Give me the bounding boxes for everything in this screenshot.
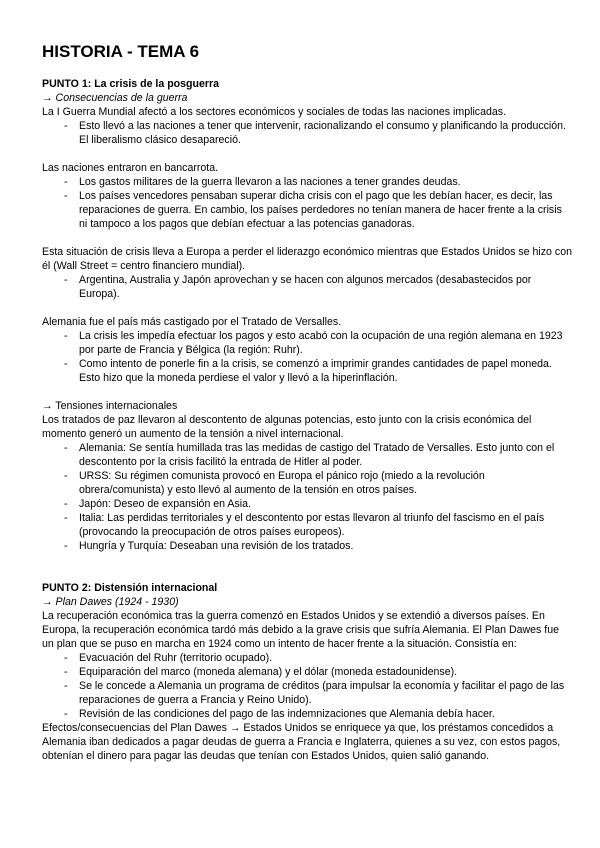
paragraph: Las naciones entraron en bancarrota. xyxy=(42,162,219,174)
bullet-list xyxy=(42,651,572,721)
paragraph: Los tratados de paz llevaron al descontento de algunas potencias, esto junto con la crisis económica del momento generó un aumento de la tensión a nivel internacional. xyxy=(42,414,532,440)
subheading-consecuencias: → Consecuencias de la guerra xyxy=(42,92,188,104)
list-item: - Los países vencedores pensaban superar dicha crisis con el pago que les debían hacer, es decir, las reparaciones de guerra. En cambio, los países perdedores no tenían manera de hacer frente a la crisis ni tampoco a los pagos que debían efectuar a las potencias ganadoras. xyxy=(64,189,572,231)
bullet-list xyxy=(42,329,572,385)
subheading-plan-dawes: → Plan Dawes (1924 - 1930) xyxy=(42,596,179,608)
list-item: - Italia: Las perdidas territoriales y el descontento por estas llevaron al triunfo del fascismo en el país (provocando la preocupación de otros países europeos). xyxy=(64,511,572,539)
list-item: - La crisis les impedía efectuar los pagos y esto acabó con la ocupación de una región alemana en 1923 por parte de Francia y Bélgica (la región: Ruhr). xyxy=(64,329,572,357)
paragraph: Alemania fue el país más castigado por el Tratado de Versalles. xyxy=(42,316,342,328)
list-item: - Japón: Deseo de expansión en Asia. xyxy=(64,497,572,511)
list-item: - Se le concede a Alemania un programa de créditos (para impulsar la economía y facilitar el pago de las reparaciones de guerra a Francia y Reino Unido). xyxy=(64,679,572,707)
bullet-list xyxy=(42,273,572,301)
bullet-list xyxy=(42,119,572,147)
page-title: HISTORIA - TEMA 6 xyxy=(42,42,200,61)
bullet-list xyxy=(42,441,572,553)
paragraph: Esta situación de crisis lleva a Europa a perder el liderazgo económico mientras que Estados Unidos se hizo con él (Wall Street = centro financiero mundial). xyxy=(42,246,572,272)
list-item: - Evacuación del Ruhr (territorio ocupado). xyxy=(64,651,572,665)
list-item: - URSS: Su régimen comunista provocó en Europa el pánico rojo (miedo a la revolución obrera/comunista) y esto llevó al aumento de la tensión en otros países. xyxy=(64,469,572,497)
list-item: - Hungría y Turquía: Deseaban una revisión de los tratados. xyxy=(64,539,572,553)
list-item: - Revisión de las condiciones del pago de las indemnizaciones que Alemania debía hacer. xyxy=(64,707,572,721)
list-item: - Argentina, Australia y Japón aprovechan y se hacen con algunos mercados (desabastecidos por Europa). xyxy=(64,273,572,301)
list-item: - Alemania: Se sentía humillada tras las medidas de castigo del Tratado de Versalles. Esto junto con el descontento por la crisis facilitó la entrada de Hitler al poder. xyxy=(64,441,572,469)
bullet-list xyxy=(42,175,572,231)
section-heading-punto-1: PUNTO 1: La crisis de la posguerra xyxy=(42,78,220,90)
section-heading-punto-2: PUNTO 2: Distensión internacional xyxy=(42,582,218,594)
list-item: - Esto llevó a las naciones a tener que intervenir, racionalizando el consumo y planificando la producción. El liberalismo clásico desapareció. xyxy=(64,119,572,147)
paragraph: La recuperación económica tras la guerra comenzó en Estados Unidos y se extendió a diversos países. En Europa, la recuperación económica tardó más debido a la grave crisis que sufría Alemania. El Plan Dawes fue un plan que se puso en marcha en 1924 como un intento de hacer frente a la situación. Consistía en: xyxy=(42,610,560,650)
list-item: - Equiparación del marco (moneda alemana) y el dólar (moneda estadounidense). xyxy=(64,665,572,679)
list-item: - Los gastos militares de la guerra llevaron a las naciones a tener grandes deudas. xyxy=(64,175,572,189)
list-item: - Como intento de ponerle fin a la crisis, se comenzó a imprimir grandes cantidades de papel moneda. Esto hizo que la moneda perdiese el valor y llevó a la hiperinflación. xyxy=(64,357,572,385)
subheading-tensiones: → Tensiones internacionales xyxy=(42,400,178,412)
paragraph: La I Guerra Mundial afectó a los sectores económicos y sociales de todas las naciones implicadas. xyxy=(42,106,507,118)
paragraph: Efectos/consecuencias del Plan Dawes → Estados Unidos se enriquece ya que, los préstamos concedidos a Alemania iban dedicados a pagar deudas de guerra a Francia e Inglaterra, quienes a su vez, con estos pagos, obtenían el dinero para pagar las deudas que tenían con Estados Unidos, quien salió ganando. xyxy=(42,722,561,762)
